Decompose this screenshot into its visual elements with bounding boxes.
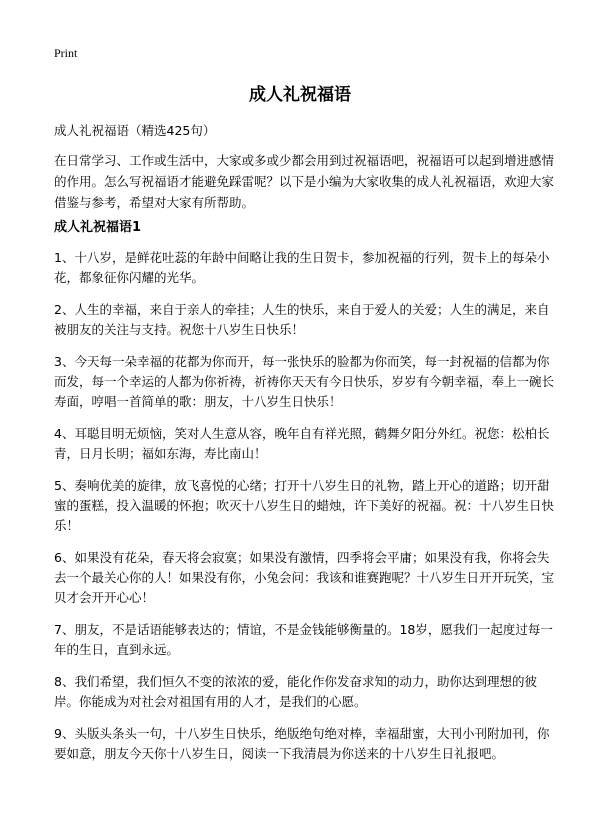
list-item: 9、头版头条头一句，十八岁生日快乐，绝版绝句绝对棒，幸福甜蜜，大刊小刊附加刊，你要如意，朋友今天你十八岁生日，阅读一下我清晨为你送来的十八岁生日礼报吧。	[54, 726, 550, 761]
list-item: 6、如果没有花朵，春天将会寂寞；如果没有激情，四季将会平庸；如果没有我，你将会失去一个最关心你的人！如果没有你，小兔会问：我该和谁赛跑呢？十八岁生日开开玩笑，宝贝才会开开心心！	[54, 550, 555, 605]
list-item: 4、耳聪目明无烦恼，笑对人生意从容，晚年自有祥光照，鹤舞夕阳分外红。祝您：松柏长青，日月长明；福如东海，寿比南山！	[54, 426, 550, 461]
list-item: 5、奏响优美的旋律，放飞喜悦的心绪；打开十八岁生日的礼物，踏上开心的道路；切开甜蜜的蛋糕，投入温暖的怀抱；吹灭十八岁生日的蜡烛，许下美好的祝福。祝：十八岁生日快乐！	[54, 478, 555, 533]
list-item: 7、朋友，不是话语能够表达的；情谊，不是金钱能够衡量的。18岁，愿我们一起度过每一年的生日，直到永远。	[54, 622, 553, 657]
subtitle: 成人礼祝福语（精选425句）	[54, 123, 216, 138]
blessing-list	[54, 248, 554, 776]
list-item: 2、人生的幸福，来自于亲人的牵挂；人生的快乐，来自于爱人的关爱；人生的满足，来自被朋友的关注与支持。祝您十八岁生日快乐！	[54, 302, 550, 337]
page-title: 成人礼祝福语	[249, 85, 351, 105]
section-heading: 成人礼祝福语1	[54, 220, 142, 235]
print-link[interactable]: Print	[54, 46, 78, 60]
list-item: 3、今天每一朵幸福的花都为你而开，每一张快乐的脸都为你而笑，每一封祝福的信都为你而发，每一个幸运的人都为你祈祷，祈祷你天天有今日快乐，岁岁有今朝幸福，奉上一碗长寿面，哼唱一首简单的歌：朋友，十八岁生日快乐！	[54, 354, 555, 409]
list-item: 1、十八岁，是鲜花吐蕊的年龄中间略让我的生日贺卡，参加祝福的行列，贺卡上的每朵小花，都象征你闪耀的光华。	[54, 250, 550, 285]
list-item: 8、我们希望，我们恒久不变的浓浓的爱，能化作你发奋求知的动力，助你达到理想的彼岸。你能成为对社会对祖国有用的人才，是我们的心愿。	[54, 674, 537, 709]
intro-paragraph: 在日常学习、工作或生活中，大家或多或少都会用到过祝福语吧，祝福语可以起到增进感情的作用。怎么写祝福语才能避免踩雷呢？以下是小编为大家收集的成人礼祝福语，欢迎大家借鉴与参考，希望对大家有所帮助。	[54, 153, 555, 210]
